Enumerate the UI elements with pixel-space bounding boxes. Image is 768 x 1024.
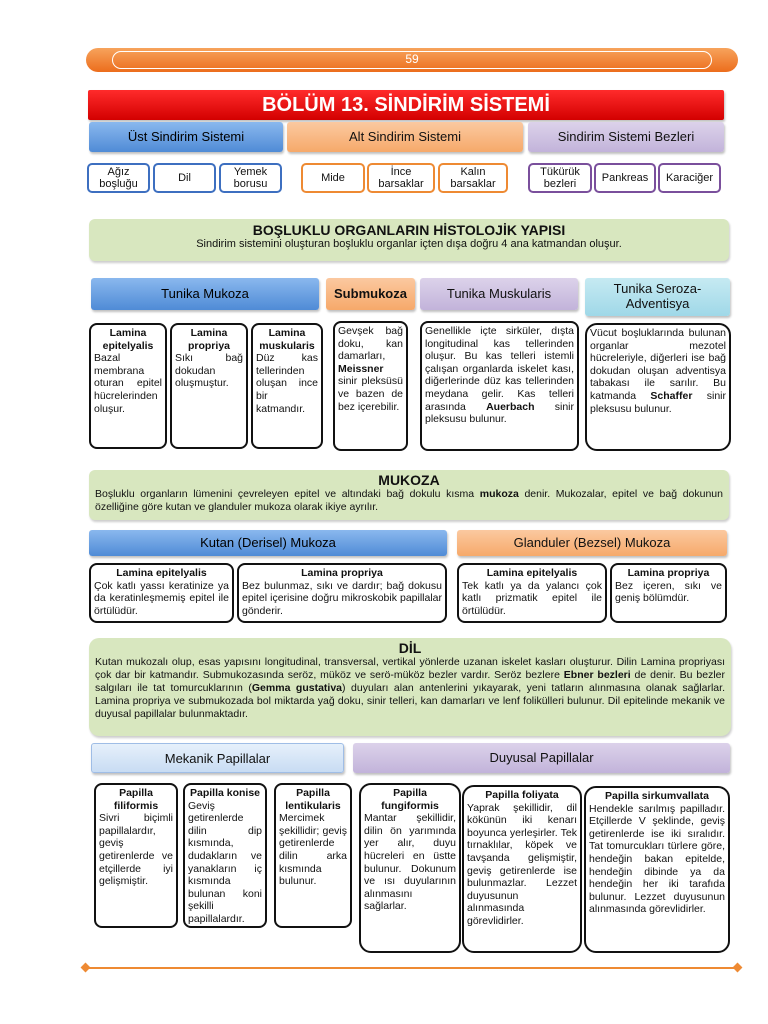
- mekanik-papilla-header: Mekanik Papillalar: [91, 743, 344, 773]
- card-title: Lamina epitelyalis: [116, 567, 207, 579]
- card-title: Papilla konise: [189, 787, 261, 799]
- card-papilla-sirkumvallata: [584, 786, 730, 953]
- card-text: Genellikle içte sirküler, dışta longitudinal kas tellerinden oluşur. Bu kas telleri istemli çalışan organlarda iskelet kası, diğerlerinde düz kas tellerinden meydana gelir. Kas telleri arasında: [425, 325, 574, 413]
- card-text: Bez bulunmaz, sıkı ve dardır; bağ dokusu epitel içerisine doğru mikroskobik papillalar gönderir.: [242, 579, 442, 617]
- page-number-bar: [86, 48, 738, 72]
- divider-left-diamond: [81, 963, 91, 973]
- card-bold: Meissner: [338, 362, 384, 375]
- dil-title: DİL: [398, 640, 422, 656]
- card-title: Lamina muskularis: [259, 327, 315, 352]
- dil-bold-1: Ebner bezleri: [563, 669, 631, 681]
- bottom-divider: [86, 967, 738, 969]
- card-text: Tek katlı ya da yalancı çok katlı prizmatik epitel ile örtülüdür.: [462, 579, 602, 617]
- card-text: Yaprak şekillidir, dil kökünün iki kenarı boyunca yerleşirler. Tek tırnaklılar, köpek ve tavşanda gelişmiştir, geviş getirenlerde ise bulunmazlar. Lezzet duyusunun alınmasında görevlidirler.: [467, 801, 577, 927]
- card-kutan-epitelyalis: [89, 563, 234, 623]
- histology-panel: [89, 219, 729, 261]
- card-submukoza: [333, 321, 408, 451]
- card-gland-epitelyalis: [457, 563, 607, 623]
- card-title: Papilla lentikularis: [285, 787, 341, 812]
- card-text: Düz kas tellerinden oluşan ince bir katmandır.: [256, 352, 318, 415]
- card-text: Bazal membrana oturan epitel hücrelerinden oluşur.: [94, 352, 162, 415]
- mukoza-panel: [89, 470, 729, 520]
- item-dil: Dil: [153, 163, 216, 193]
- page-number: 59: [112, 51, 712, 69]
- mukoza-text-post: denir. Mukozalar, epitel ve bağ dokunun özelliğine göre kutan ve glanduler mukoza olarak ikiye ayrılır.: [95, 488, 723, 513]
- item-yemek-borusu: Yemek borusu: [219, 163, 282, 193]
- dil-text-3: ) duyuları alan antenlerini yıkayarak, yeni tatların alınmasına olanak sağlarlar. Lamina propriya ve submukozada bol miktarda yağ doku, sinir telleri, kan damarları ve lenf folikülleri bulunur. Dil epitelinde mekanik ve duyusal papillalar bulunmaktadır.: [95, 682, 725, 720]
- mukoza-title: MUKOZA: [378, 472, 440, 488]
- card-title: Lamina propriya: [301, 567, 383, 579]
- histology-title: BOŞLUKLU ORGANLARIN HİSTOLOJİK YAPISI: [252, 222, 566, 238]
- card-text: sinir pleksüsü ve bazen de bez içerebilir.: [338, 375, 403, 413]
- bezler-header: Sindirim Sistemi Bezleri: [528, 122, 724, 152]
- divider-right-diamond: [733, 963, 743, 973]
- card-papilla-konise: [183, 783, 267, 928]
- item-ince-barsak: İnce barsaklar: [367, 163, 435, 193]
- card-text: Geviş getirenlerde dilin dip kısmında, dudakların ve yanakların iç kısmında bulunan koni şekilli papillalardır.: [188, 799, 262, 925]
- tunika-mukoza-header: Tunika Mukoza: [91, 278, 319, 310]
- card-kutan-propriya: [237, 563, 447, 623]
- dil-bold-2: Gemma gustativa: [251, 682, 343, 694]
- item-karaciger: Karaciğer: [658, 163, 721, 193]
- glanduler-mukoza-header: Glanduler (Bezsel) Mukoza: [457, 530, 727, 556]
- card-text: Hendekle sarılmış papilladır. Etçillerde V şeklinde, geviş getirenlerde ise iki sıralıdır. Tat tomurcukları türlere göre, hendeğin bakan epitelde, hendeğin dibinde ya da hendeğin her iki tarafıda bulunur. Lezzet duyusunun alınmasında görevlidirler.: [589, 802, 725, 916]
- tunika-seroza-header: Tunika Seroza-Adventisya: [585, 278, 730, 316]
- card-title: Lamina propriya: [187, 327, 230, 352]
- card-text: Çok katlı yassı keratinize ya da keratinleşmemiş epitel ile örtülüdür.: [94, 579, 229, 617]
- card-bold: Auerbach: [486, 400, 535, 413]
- dil-text: [95, 656, 725, 721]
- duyusal-papilla-header: Duyusal Papillalar: [353, 743, 730, 773]
- item-agiz: Ağız boşluğu: [87, 163, 150, 193]
- dil-text-2: de denir. Bu bezler salgıları ile tat tomurcuklarının (: [95, 669, 725, 694]
- tunika-muskularis-header: Tunika Muskularis: [420, 278, 578, 310]
- card-text: sinir pleksusu bulunur.: [425, 400, 575, 426]
- dil-panel: [89, 638, 731, 736]
- card-text: Vücut boşluklarında bulunan organlar mezotel hücreleriyle, diğerleri ise bağ dokudan oluşan adventisya tabakası ile sarılır. Bu katmanda: [590, 327, 726, 402]
- mukoza-text-bold: mukoza: [479, 488, 519, 500]
- card-seroza: [585, 323, 731, 451]
- card-text: Mercimek şekillidir; geviş getirenlerde dilin arka kısmında bulunur.: [279, 812, 347, 888]
- card-text: Sivri biçimli papillalardır, geviş getirenlerde ve etçillerde iyi gelişmiştir.: [99, 812, 173, 888]
- item-pankreas: Pankreas: [594, 163, 656, 193]
- card-papilla-lentikularis: [274, 783, 352, 928]
- card-text: Sıkı bağ dokudan oluşmuştur.: [175, 352, 243, 390]
- card-gland-propriya: [610, 563, 727, 623]
- mukoza-text: [95, 488, 723, 514]
- mukoza-text-pre: Boşluklu organların lümenini çevreleyen epitel ve altındaki bağ dokulu kısma: [95, 488, 480, 500]
- card-text: Gevşek bağ doku, kan damarları,: [338, 325, 403, 363]
- card-title: Papilla foliyata: [485, 789, 559, 801]
- item-mide: Mide: [301, 163, 365, 193]
- card-papilla-filiformis: [94, 783, 178, 928]
- item-tukuruk: Tükürük bezleri: [528, 163, 592, 193]
- card-lamina-propriya: [170, 323, 248, 449]
- card-title: Papilla fungiformis: [381, 787, 439, 812]
- card-text: sinir pleksusu bulunur.: [590, 389, 726, 415]
- card-title: Lamina propriya: [627, 567, 710, 579]
- histology-subtitle: Sindirim sistemini oluşturan boşluklu organlar içten dışa doğru 4 ana katmandan oluşur.: [196, 238, 622, 250]
- card-text: Mantar şekillidir, dilin ön yarımında yer alır, duyu hücreleri en üstte bulunur. Dokunum ve ısı duyularının alınmasını sağlarlar.: [364, 812, 456, 913]
- submukoza-header: Submukoza: [326, 278, 415, 310]
- alt-sindirim-header: Alt Sindirim Sistemi: [287, 122, 523, 152]
- card-title: Lamina epitelyalis: [102, 327, 154, 352]
- item-kalin-barsak: Kalın barsaklar: [438, 163, 508, 193]
- card-lamina-epitelyalis: [89, 323, 167, 449]
- card-title: Papilla filiformis: [113, 787, 159, 812]
- card-text: Bez içeren, sıkı ve geniş bölümdür.: [615, 579, 722, 605]
- ust-sindirim-header: Üst Sindirim Sistemi: [89, 122, 283, 152]
- card-title: Lamina epitelyalis: [486, 567, 578, 579]
- card-muskularis: [420, 321, 579, 451]
- card-papilla-fungiformis: [359, 783, 461, 953]
- card-lamina-muskularis: [251, 323, 323, 449]
- kutan-mukoza-header: Kutan (Derisel) Mukoza: [89, 530, 447, 556]
- chapter-title: BÖLÜM 13. SİNDİRİM SİSTEMİ: [88, 90, 724, 120]
- card-bold: Schaffer: [650, 389, 693, 402]
- dil-text-1: Kutan mukozalı olup, esas yapısını longitudinal, transversal, vertikal yönlerde uzanan iskelet kasları oluşturur. Dilin Lamina propriyası çok dar bir katmandır. Submukozasında seröz, müköz ve serö-müköz bezler vardır. Seröz bezlere: [95, 656, 725, 681]
- card-title: Papilla sirkumvallata: [605, 790, 709, 802]
- card-papilla-foliyata: [462, 785, 582, 953]
